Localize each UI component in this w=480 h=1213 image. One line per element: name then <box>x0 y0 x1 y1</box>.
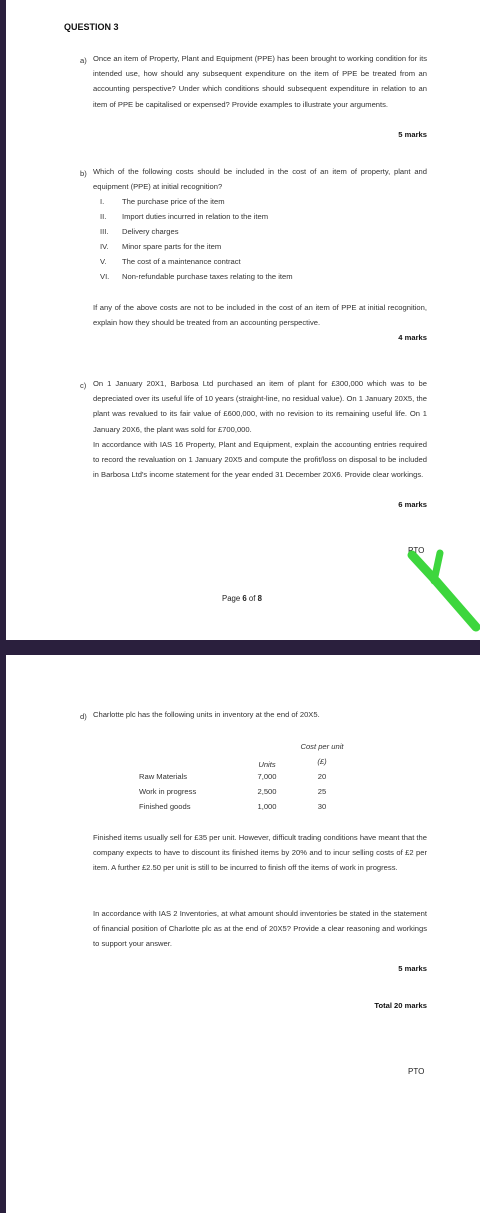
column-header-cost: Cost per unit <box>300 742 344 751</box>
page-number: Page 6 of 8 <box>222 594 262 603</box>
pto-label: PTO <box>408 1067 425 1076</box>
part-c-text-1: On 1 January 20X1, Barbosa Ltd purchased an item of plant for £300,000 which was to be depreciated over its useful life of 10 years (straight-line, no residual value). On 1 January 20X5, the plant was revalued to its fair value of £600,000, with no revision to its remaining useful life. On 1 January 20X6, the plant was sold for £700,000. <box>93 379 427 434</box>
part-b-letter: b) <box>80 169 87 178</box>
part-b-intro: Which of the following costs should be included in the cost of an item of property, plant and equipment (PPE) at initial recognition? <box>93 167 427 192</box>
table-row: Raw Materials 7,000 20 <box>139 772 327 781</box>
part-d-intro: Charlotte plc has the following units in inventory at the end of 20X5. <box>93 710 320 719</box>
part-c-marks: 6 marks <box>398 500 427 509</box>
pto-label-partial: PTO <box>408 546 425 555</box>
list-item: VI. Non-refundable purchase taxes relating to the item <box>100 272 293 281</box>
part-c-text-2: In accordance with IAS 16 Property, Plant and Equipment, explain the accounting entries required to record the revaluation on 1 January 20X5 and compute the profit/loss on disposal to be included in Barbosa Ltd's income statement for the year ended 31 December 20X6. Provide clear workings. <box>93 440 427 480</box>
part-b-followup: If any of the above costs are not to be included in the cost of an item of PPE at initial recognition, explain how they should be treated from an accounting perspective. <box>93 303 427 328</box>
part-a-text: Once an item of Property, Plant and Equipment (PPE) has been brought to working condition for its intended use, how should any subsequent expenditure on the item of PPE be treated from an accounting perspective? Under which conditions should subsequent expenditure in relation to an item of PPE be capitalised or expensed? Provide examples to illustrate your arguments. <box>93 54 427 109</box>
table-header <box>139 739 352 754</box>
green-check-annotation <box>406 545 480 640</box>
list-item: I. The purchase price of the item <box>100 197 225 206</box>
list-item: III. Delivery charges <box>100 227 179 236</box>
list-item: IV. Minor spare parts for the item <box>100 242 222 251</box>
inventory-table <box>139 739 352 814</box>
part-b-marks: 4 marks <box>398 333 427 342</box>
document-page-1 <box>6 0 480 640</box>
document-page-2 <box>6 655 480 1213</box>
table-row: Work in progress 2,500 25 <box>139 787 327 796</box>
part-b-cost-list <box>100 194 400 284</box>
table-row: Finished goods 1,000 30 <box>139 802 327 811</box>
part-d-paragraph-1: Finished items usually sell for £35 per unit. However, difficult trading conditions have meant that the company expects to have to discount its finished items by 20% and to incur selling costs of £2 per item. A further £2.50 per unit is still to be incurred to finish off the items of work in progress. <box>93 833 427 873</box>
part-d-marks: 5 marks <box>398 964 427 973</box>
part-d-letter: d) <box>80 712 87 721</box>
part-c-letter: c) <box>80 381 87 390</box>
part-a-letter: a) <box>80 56 87 65</box>
list-item: V. The cost of a maintenance contract <box>100 257 241 266</box>
question-title: QUESTION 3 <box>64 22 119 32</box>
part-d-paragraph-2: In accordance with IAS 2 Inventories, at what amount should inventories be stated in the statement of financial position of Charlotte plc as at the end of 20X5? Provide a clear reasoning and workings to support your answer. <box>93 909 427 949</box>
column-header-units: Units <box>258 760 276 769</box>
column-header-cost-unit: (£) <box>317 757 327 766</box>
total-marks: Total 20 marks <box>374 1001 427 1010</box>
list-item: II. Import duties incurred in relation to the item <box>100 212 269 221</box>
part-a-marks: 5 marks <box>398 130 427 139</box>
